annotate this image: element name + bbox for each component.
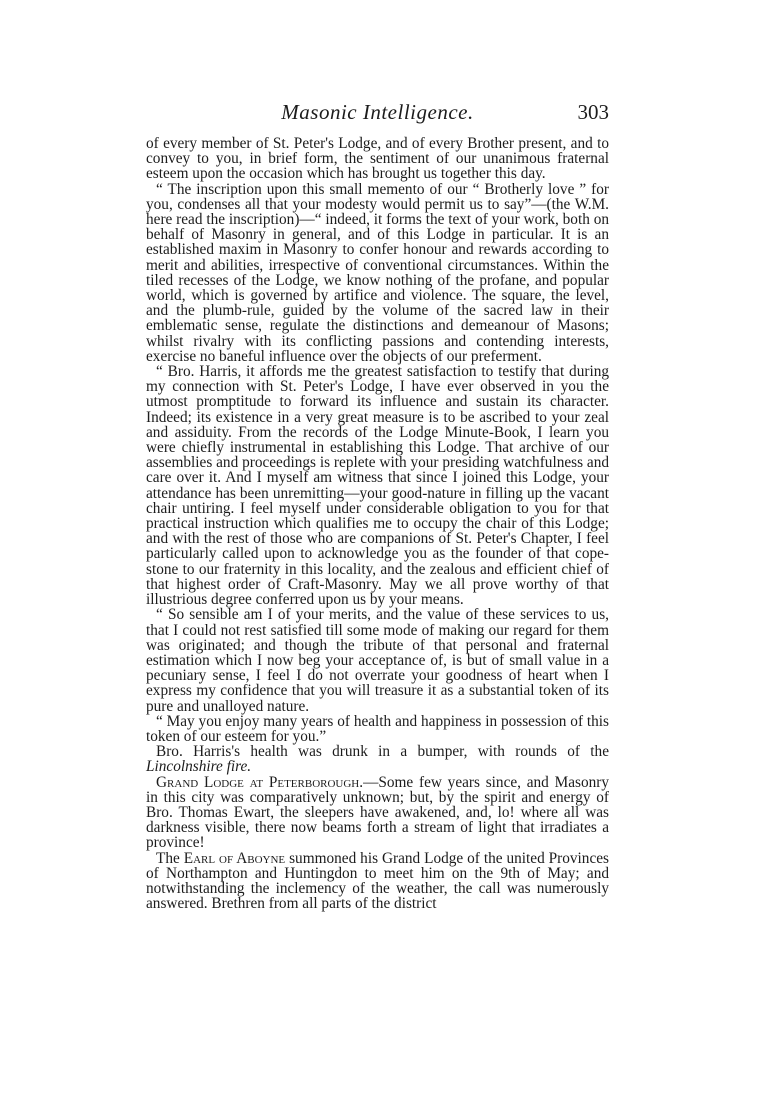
paragraph-bro-harris: “ Bro. Harris, it affords me the greatest satisfaction to testify that during my connection with St. Peter's Lodge, I have ever observed in you the utmost promptitude to forward its influence and sustain its character. Indeed; its existence in a very great measure is to be ascribed to your zeal and assiduity. From the records of the Lodge Minute-Book, I learn you were chiefly instrumental in establishing this Lodge. That archive of our assemblies and proceedings is replete with your presiding watchfulness and care over it. And I myself am witness that since I joined this Lodge, your attendance has been unremitting—your good-nature in filling up the vacant chair untiring. I feel myself under considerable obligation to you for that practical instruction which qualifies me to occupy the chair of this Lodge; and with the rest of those who are companions of St. Peter's Chapter, I feel particularly called upon to acknowledge you as the founder of that cope-stone to our fraternity in this locality, and the zealous and efficient chief of that highest order of Craft-Masonry. May we all prove worthy of that illustrious degree conferred upon us by your means. [146,363,609,609]
toast-text: Bro. Harris's health was drunk in a bumper, with rounds of the [156,743,609,761]
paragraph-toast [146,744,609,774]
page-number: 303 [577,100,609,124]
grand-lodge-text: —Some few years since, and Masonry in this city was comparatively unknown; but, by the spirit and energy of Bro. Thomas Ewart, the sleepers have awakened, and, lo! where all was darkness visible, there now beams forth a stream of light that irradiates a province! [146,773,609,852]
article-body [146,136,609,911]
earl-name: Earl of Aboyne [183,849,286,867]
toast-italic: Lincolnshire fire. [146,758,252,776]
document-page [146,98,609,911]
running-header [146,98,609,128]
paragraph-wishes: “ May you enjoy many years of health and happiness in possession of this token of our esteem for you.” [146,712,609,745]
paragraph-continuation: of every member of St. Peter's Lodge, and of every Brother present, and to convey to you, in brief form, the sentiment of our unanimous fraternal esteem upon the occasion which has brought us together this day. [146,135,609,183]
earl-lead: The [156,849,180,867]
running-title: Masonic Intelligence. [281,100,474,124]
paragraph-grand-lodge [146,775,609,851]
grand-lodge-heading: Grand Lodge at Peterborough. [156,773,364,791]
earl-text: summoned his Grand Lodge of the united Provinces of Northampton and Huntingdon to meet him on the 9th of May; and notwithstanding the inclemency of the weather, the call was numerously answered. Brethren from all parts of the district [146,849,609,913]
paragraph-earl [146,851,609,912]
paragraph-inscription: “ The inscription upon this small memento of our “ Brotherly love ” for you, condenses all that your modesty would permit us to say”—(the W.M. here read the inscription)—“ indeed, it forms the text of your work, both on behalf of Masonry in general, and of this Lodge in particular. It is an established maxim in Masonry to confer honour and rewards according to merit and abilities, irrespective of conventional circumstances. Within the tiled recesses of the Lodge, we know nothing of the profane, and popular world, which is governed by artifice and violence. The square, the level, and the plumb-rule, guided by the volume of the sacred law in their emblematic sense, regulate the distinctions and demeanour of Masons; whilst rivalry with its conflicting passions and contending interests, exercise no baneful influence over the objects of our preferment. [146,180,609,365]
paragraph-merits: “ So sensible am I of your merits, and the value of these services to us, that I could not rest satisfied till some mode of making our regard for them was originated; and though the tribute of that personal and fraternal estimation which I now beg your acceptance of, is but of small value in a pecuniary sense, I feel I do not overrate your goodness of heart when I express my confidence that you will treasure it as a substantial token of its pure and unalloyed nature. [146,606,609,715]
